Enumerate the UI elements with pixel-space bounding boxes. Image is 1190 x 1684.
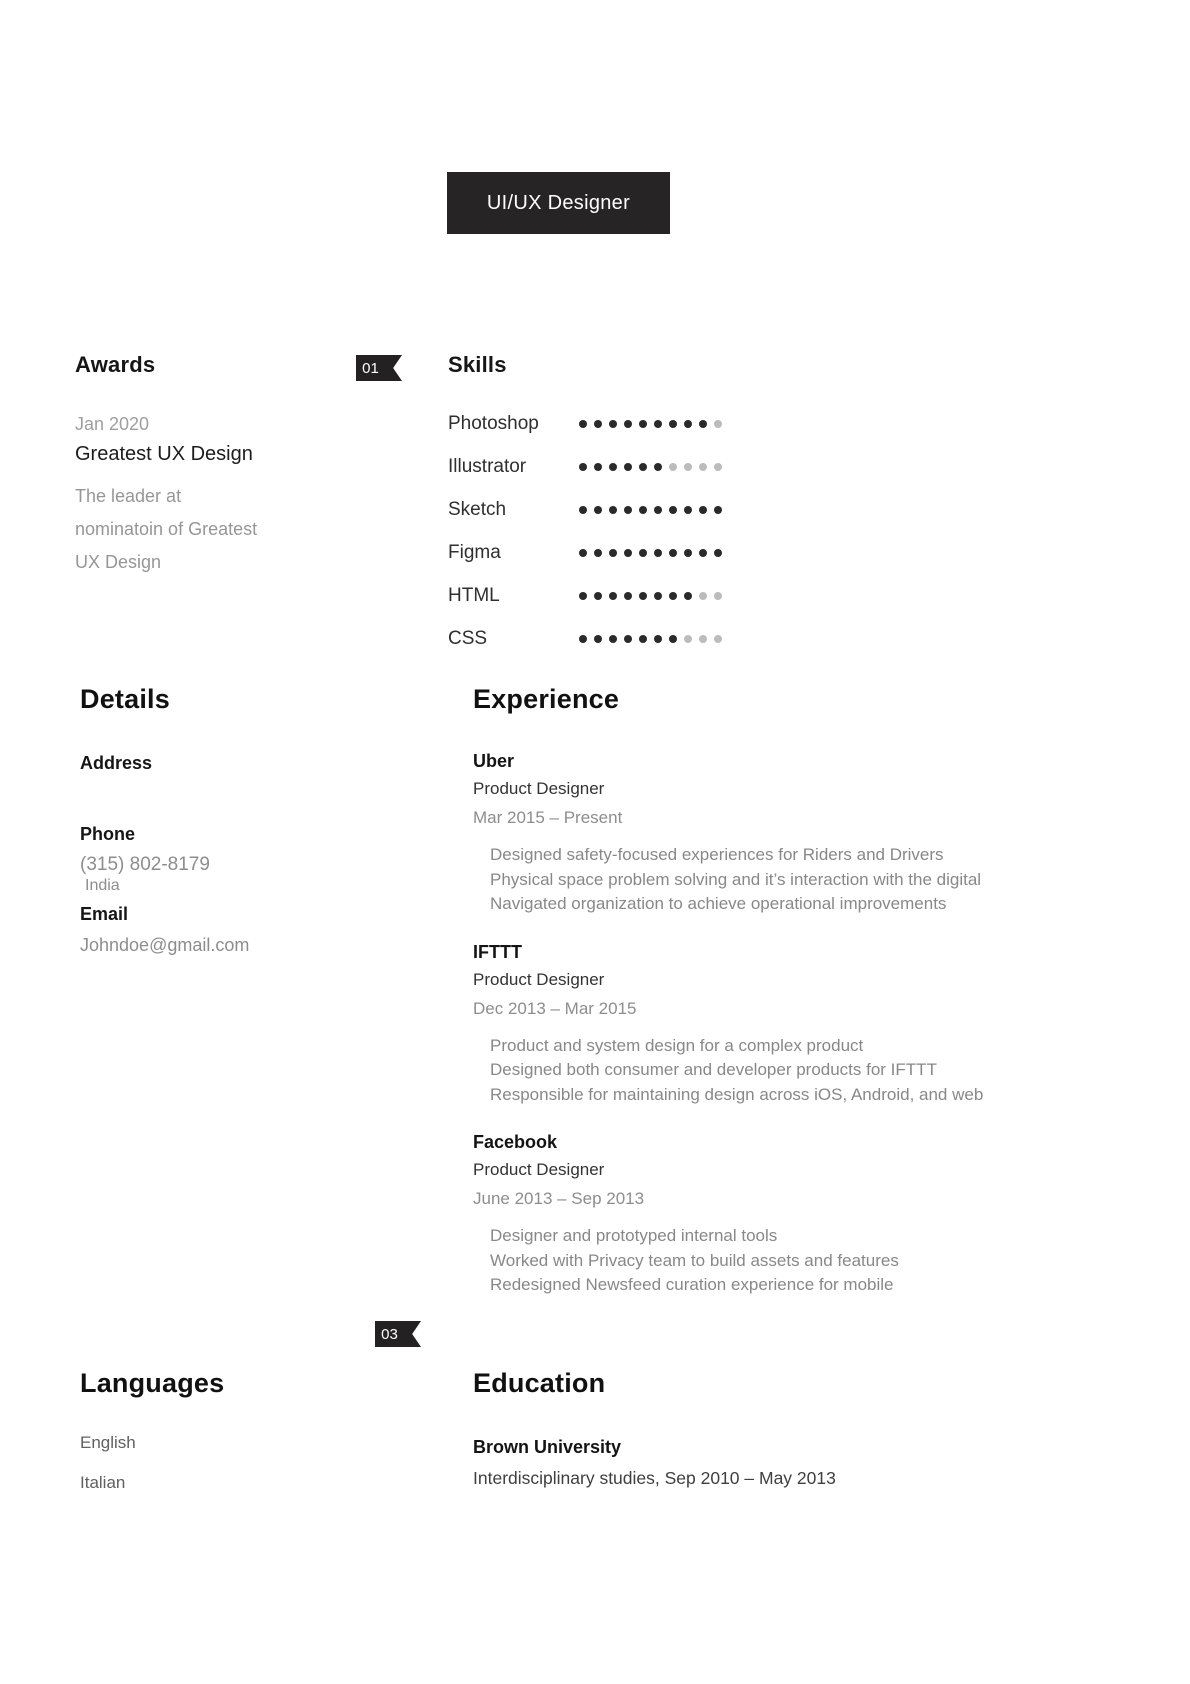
skill-dot-filled bbox=[654, 635, 662, 643]
job-entry bbox=[473, 751, 1123, 917]
awards-section bbox=[75, 352, 395, 579]
job-role: Product Designer bbox=[473, 969, 605, 989]
skill-dot-filled bbox=[594, 420, 602, 428]
jobs-list bbox=[473, 751, 1123, 1298]
skill-dot-filled bbox=[594, 549, 602, 557]
skill-dot-empty bbox=[684, 463, 692, 471]
skills-list bbox=[448, 412, 722, 651]
experience-section bbox=[473, 684, 1123, 1323]
skill-dot-empty bbox=[669, 463, 677, 471]
job-bullet-line: Product and system design for a complex product bbox=[490, 1035, 864, 1055]
job-bullet-line: Responsible for maintaining design across iOS, Android, and web bbox=[490, 1084, 984, 1104]
skill-level-dots bbox=[579, 592, 722, 600]
skill-dot-filled bbox=[714, 506, 722, 514]
job-company: IFTTT bbox=[473, 941, 522, 962]
skill-dot-empty bbox=[714, 420, 722, 428]
role-title: UI/UX Designer bbox=[486, 191, 631, 214]
skill-dot-empty bbox=[714, 592, 722, 600]
email-label: Email bbox=[80, 904, 129, 924]
skill-dot-filled bbox=[579, 420, 587, 428]
skill-row bbox=[448, 412, 722, 436]
languages-title: Languages bbox=[80, 1368, 225, 1398]
skill-name: Photoshop bbox=[448, 413, 539, 434]
skill-dot-filled bbox=[669, 635, 677, 643]
phone-value: (315) 802-8179 bbox=[80, 854, 210, 875]
skill-dot-filled bbox=[669, 592, 677, 600]
ribbon-tail-icon bbox=[404, 1321, 421, 1347]
skill-dot-filled bbox=[639, 463, 647, 471]
skill-dot-filled bbox=[699, 506, 707, 514]
skill-dot-empty bbox=[699, 463, 707, 471]
skill-name: Illustrator bbox=[448, 456, 527, 477]
skill-dot-filled bbox=[609, 463, 617, 471]
email-value: Johndoe@gmail.com bbox=[80, 935, 250, 955]
skill-dot-filled bbox=[594, 635, 602, 643]
skill-dot-filled bbox=[699, 549, 707, 557]
skill-row bbox=[448, 584, 722, 608]
skill-dot-filled bbox=[609, 420, 617, 428]
skill-dot-filled bbox=[639, 420, 647, 428]
job-company: Uber bbox=[473, 751, 515, 771]
skill-dot-filled bbox=[624, 549, 632, 557]
job-bullet-line: Worked with Privacy team to build assets and features bbox=[490, 1250, 899, 1270]
job-bullet-line: Navigated organization to achieve operational improvements bbox=[490, 894, 947, 913]
job-bullets bbox=[473, 843, 1123, 917]
skill-dot-filled bbox=[594, 592, 602, 600]
role-title-badge bbox=[447, 172, 670, 234]
address-label: Address bbox=[80, 753, 153, 773]
job-bullets bbox=[473, 1224, 1123, 1298]
country-value: India bbox=[85, 877, 120, 894]
skill-name: CSS bbox=[448, 628, 488, 649]
skill-dot-filled bbox=[609, 635, 617, 643]
award-description bbox=[75, 480, 395, 579]
section-number-ribbon-03 bbox=[375, 1321, 421, 1347]
skill-dot-empty bbox=[714, 635, 722, 643]
award-date: Jan 2020 bbox=[75, 414, 150, 434]
skill-name: Figma bbox=[448, 542, 501, 563]
skill-dot-empty bbox=[699, 635, 707, 643]
skill-row bbox=[448, 627, 722, 651]
award-entry bbox=[75, 414, 395, 579]
education-title: Education bbox=[473, 1368, 606, 1398]
skill-level-dots bbox=[579, 506, 722, 514]
job-company: Facebook bbox=[473, 1132, 558, 1152]
skill-dot-filled bbox=[639, 506, 647, 514]
skill-row bbox=[448, 541, 722, 565]
award-description-line: nominatoin of Greatest bbox=[75, 519, 258, 539]
language-item: English bbox=[80, 1433, 136, 1452]
job-bullet-line: Redesigned Newsfeed curation experience for mobile bbox=[490, 1275, 894, 1294]
phone-label: Phone bbox=[80, 824, 136, 844]
skill-dot-filled bbox=[684, 420, 692, 428]
skill-dot-filled bbox=[639, 635, 647, 643]
skill-dot-filled bbox=[654, 592, 662, 600]
skills-section bbox=[448, 352, 722, 670]
school-detail-line: Interdisciplinary studies, Sep 2010 – May 2013 bbox=[473, 1468, 836, 1488]
school-name: Brown University bbox=[473, 1437, 622, 1457]
education-section bbox=[473, 1368, 1123, 1489]
skill-dot-filled bbox=[699, 420, 707, 428]
job-bullets bbox=[473, 1034, 1123, 1108]
section-number-01: 01 bbox=[356, 355, 385, 381]
skill-dot-filled bbox=[654, 549, 662, 557]
job-entry bbox=[473, 942, 1123, 1108]
skill-dot-filled bbox=[669, 420, 677, 428]
skill-dot-filled bbox=[579, 549, 587, 557]
skill-level-dots bbox=[579, 420, 722, 428]
skill-dot-filled bbox=[669, 549, 677, 557]
job-role: Product Designer bbox=[473, 779, 605, 798]
award-description-line: UX Design bbox=[75, 552, 162, 572]
award-description-line: The leader at bbox=[75, 486, 182, 506]
skill-dot-filled bbox=[624, 592, 632, 600]
skill-level-dots bbox=[579, 635, 722, 643]
skill-dot-filled bbox=[579, 506, 587, 514]
skill-level-dots bbox=[579, 549, 722, 557]
job-bullet-line: Designed safety-focused experiences for Riders and Drivers bbox=[490, 845, 944, 864]
skills-title: Skills bbox=[448, 352, 507, 377]
skill-dot-filled bbox=[654, 420, 662, 428]
section-number-03: 03 bbox=[375, 1321, 404, 1347]
job-bullet-line: Designed both consumer and developer products for IFTTT bbox=[490, 1060, 937, 1079]
languages-list bbox=[80, 1433, 420, 1493]
skill-dot-filled bbox=[594, 463, 602, 471]
job-entry bbox=[473, 1132, 1123, 1298]
job-role: Product Designer bbox=[473, 1160, 605, 1179]
skill-dot-filled bbox=[639, 549, 647, 557]
skill-level-dots bbox=[579, 463, 722, 471]
skill-dot-filled bbox=[684, 592, 692, 600]
skill-dot-empty bbox=[699, 592, 707, 600]
details-title: Details bbox=[80, 684, 170, 714]
education-list bbox=[473, 1437, 1123, 1489]
skill-dot-filled bbox=[624, 463, 632, 471]
job-bullet-line: Designer and prototyped internal tools bbox=[490, 1226, 778, 1245]
skill-dot-empty bbox=[684, 635, 692, 643]
education-entry bbox=[473, 1437, 1123, 1489]
job-period: Mar 2015 – Present bbox=[473, 808, 623, 827]
skill-name: HTML bbox=[448, 585, 500, 606]
award-name: Greatest UX Design bbox=[75, 443, 253, 465]
skill-dot-filled bbox=[654, 463, 662, 471]
skill-dot-filled bbox=[594, 506, 602, 514]
skill-dot-filled bbox=[579, 592, 587, 600]
skill-dot-filled bbox=[579, 635, 587, 643]
skill-dot-filled bbox=[684, 549, 692, 557]
skill-name: Sketch bbox=[448, 499, 507, 520]
details-section bbox=[80, 684, 420, 956]
skill-dot-filled bbox=[609, 506, 617, 514]
skill-dot-empty bbox=[714, 463, 722, 471]
languages-section bbox=[80, 1368, 420, 1513]
experience-title: Experience bbox=[473, 684, 620, 714]
job-period: Dec 2013 – Mar 2015 bbox=[473, 998, 637, 1018]
awards-list bbox=[75, 414, 395, 579]
skill-dot-filled bbox=[639, 592, 647, 600]
skill-dot-filled bbox=[624, 635, 632, 643]
skill-dot-filled bbox=[624, 506, 632, 514]
skill-dot-filled bbox=[579, 463, 587, 471]
skill-dot-filled bbox=[624, 420, 632, 428]
skill-dot-filled bbox=[714, 549, 722, 557]
job-period: June 2013 – Sep 2013 bbox=[473, 1189, 645, 1208]
language-item: Italian bbox=[80, 1473, 126, 1492]
skill-dot-filled bbox=[669, 506, 677, 514]
skill-row bbox=[448, 455, 722, 479]
job-bullet-line: Physical space problem solving and it’s interaction with the digital bbox=[490, 869, 982, 889]
skill-dot-filled bbox=[609, 592, 617, 600]
awards-title: Awards bbox=[75, 352, 156, 377]
skill-dot-filled bbox=[654, 506, 662, 514]
skill-row bbox=[448, 498, 722, 522]
skill-dot-filled bbox=[684, 506, 692, 514]
skill-dot-filled bbox=[609, 549, 617, 557]
